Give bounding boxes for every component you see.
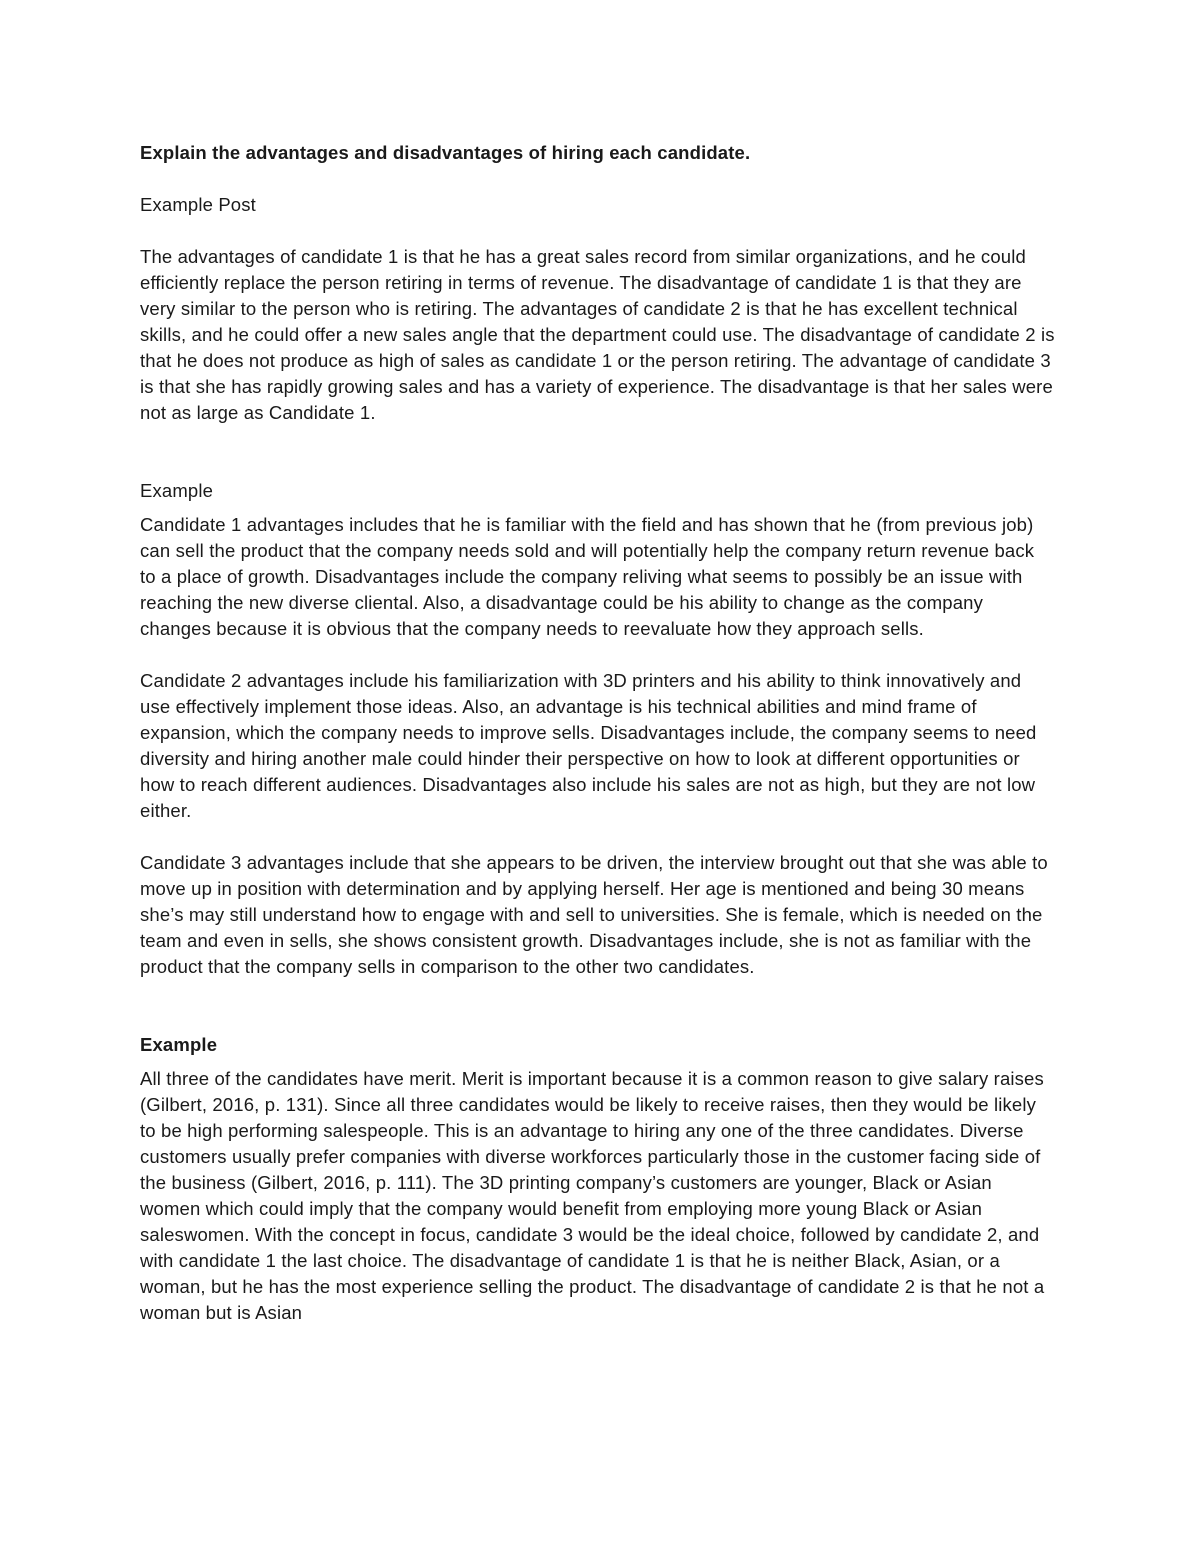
section-label-example-2: Example (140, 1034, 218, 1055)
spacer (140, 426, 1055, 452)
paragraph-example-post: The advantages of candidate 1 is that he has a great sales record from similar organizations, and he could efficiently replace the person retiring in terms of revenue. The disadvantage of candidate 1 is that they are very similar to the person who is retiring. The advantages of candidate 2 is that he has excellent technical skills, and he could offer a new sales angle that the department could use. The disadvantage of candidate 2 is that he does not produce as high of sales as candidate 1 or the person retiring. The advantage of candidate 3 is that she has rapidly growing sales and has a variety of experience. The disadvantage is that her sales were not as large as Candidate 1. (140, 246, 1055, 423)
section-label-example-post: Example Post (140, 194, 256, 215)
spacer (140, 452, 1055, 478)
document-page (140, 140, 1055, 1326)
spacer (140, 980, 1055, 1006)
spacer (140, 1006, 1055, 1032)
section-label-example-1: Example (140, 480, 214, 501)
document-heading: Explain the advantages and disadvantages of hiring each candidate. (140, 142, 751, 163)
paragraph-candidate-3: Candidate 3 advantages include that she appears to be driven, the interview brought out that she was able to move up in position with determination and by applying herself. Her age is mentioned and being 30 means she’s may still understand how to engage with and sell to universities. She is female, which is needed on the team and even in sells, she shows consistent growth. Disadvantages include, she is not as familiar with the product that the company sells in comparison to the other two candidates. (140, 852, 1048, 977)
paragraph-candidate-1: Candidate 1 advantages includes that he is familiar with the field and has shown that he (from previous job) can sell the product that the company needs sold and will potentially help the company return revenue back to a place of growth. Disadvantages include the company reliving what seems to possibly be an issue with reaching the new diverse cliental. Also, a disadvantage could be his ability to change as the company changes because it is obvious that the company needs to reevaluate how they approach sells. (140, 514, 1035, 639)
paragraph-candidate-2: Candidate 2 advantages include his familiarization with 3D printers and his ability to think innovatively and use effectively implement those ideas. Also, an advantage is his technical abilities and mind frame of expansion, which the company needs to improve sells. Disadvantages include, the company seems to need diversity and hiring another male could hinder their perspective on how to look at different opportunities or how to reach different audiences. Disadvantages also include his sales are not as high, but they are not low either. (140, 670, 1037, 821)
paragraph-merit: All three of the candidates have merit. Merit is important because it is a common reason to give salary raises (Gilbert, 2016, p. 131). Since all three candidates would be likely to receive raises, then they would be likely to be high performing salespeople. This is an advantage to hiring any one of the three candidates. Diverse customers usually prefer companies with diverse workforces particularly those in the customer facing side of the business (Gilbert, 2016, p. 111). The 3D printing company’s customers are younger, Black or Asian women which could imply that the company would benefit from employing more young Black or Asian saleswomen. With the concept in focus, candidate 3 would be the ideal choice, followed by candidate 2, and with candidate 1 the last choice. The disadvantage of candidate 1 is that he is neither Black, Asian, or a woman, but he has the most experience selling the product. The disadvantage of candidate 2 is that he not a woman but is Asian (140, 1068, 1045, 1323)
